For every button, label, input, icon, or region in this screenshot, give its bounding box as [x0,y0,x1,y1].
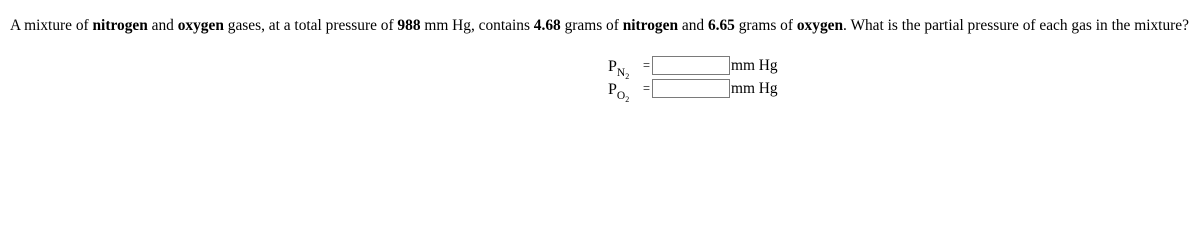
gas-name-oxygen: oxygen [177,17,224,34]
nitrogen-pressure-label [608,58,630,81]
equals-sign: = [643,58,651,72]
oxygen-pressure-input[interactable] [652,79,730,98]
question-part: . What is the partial pressure of each gas in the mixture? [843,17,1189,34]
question-part: mm Hg, contains [420,17,534,34]
subscript-count: 2 [625,95,630,104]
total-pressure-value: 988 [397,17,421,34]
question-part: grams of [560,17,623,34]
pressure-symbol: P [608,58,617,75]
nitrogen-mass-value: 4.68 [533,17,561,34]
question-part: and [678,17,708,34]
equals-sign: = [643,81,651,95]
gas-name-oxygen: oxygen [796,17,844,34]
question-part: and [147,17,178,34]
question-part: gases, at a total pressure of [223,17,398,34]
unit-label: mm Hg [731,80,778,97]
question-part: A mixture of [10,17,93,34]
subscript-count: 2 [625,72,630,81]
gas-name-nitrogen: nitrogen [92,17,148,34]
oxygen-pressure-label [608,81,630,104]
unit-label: mm Hg [731,57,778,74]
subscript-element: O [616,90,626,102]
oxygen-mass-value: 6.65 [707,17,735,34]
question-text [10,17,1189,35]
nitrogen-answer-row [608,56,808,81]
subscript-element: N [616,67,626,79]
oxygen-answer-row [608,79,808,104]
question-part: grams of [734,17,797,34]
pressure-symbol: P [608,81,617,98]
nitrogen-pressure-input[interactable] [652,56,730,75]
gas-name-nitrogen: nitrogen [622,17,679,34]
